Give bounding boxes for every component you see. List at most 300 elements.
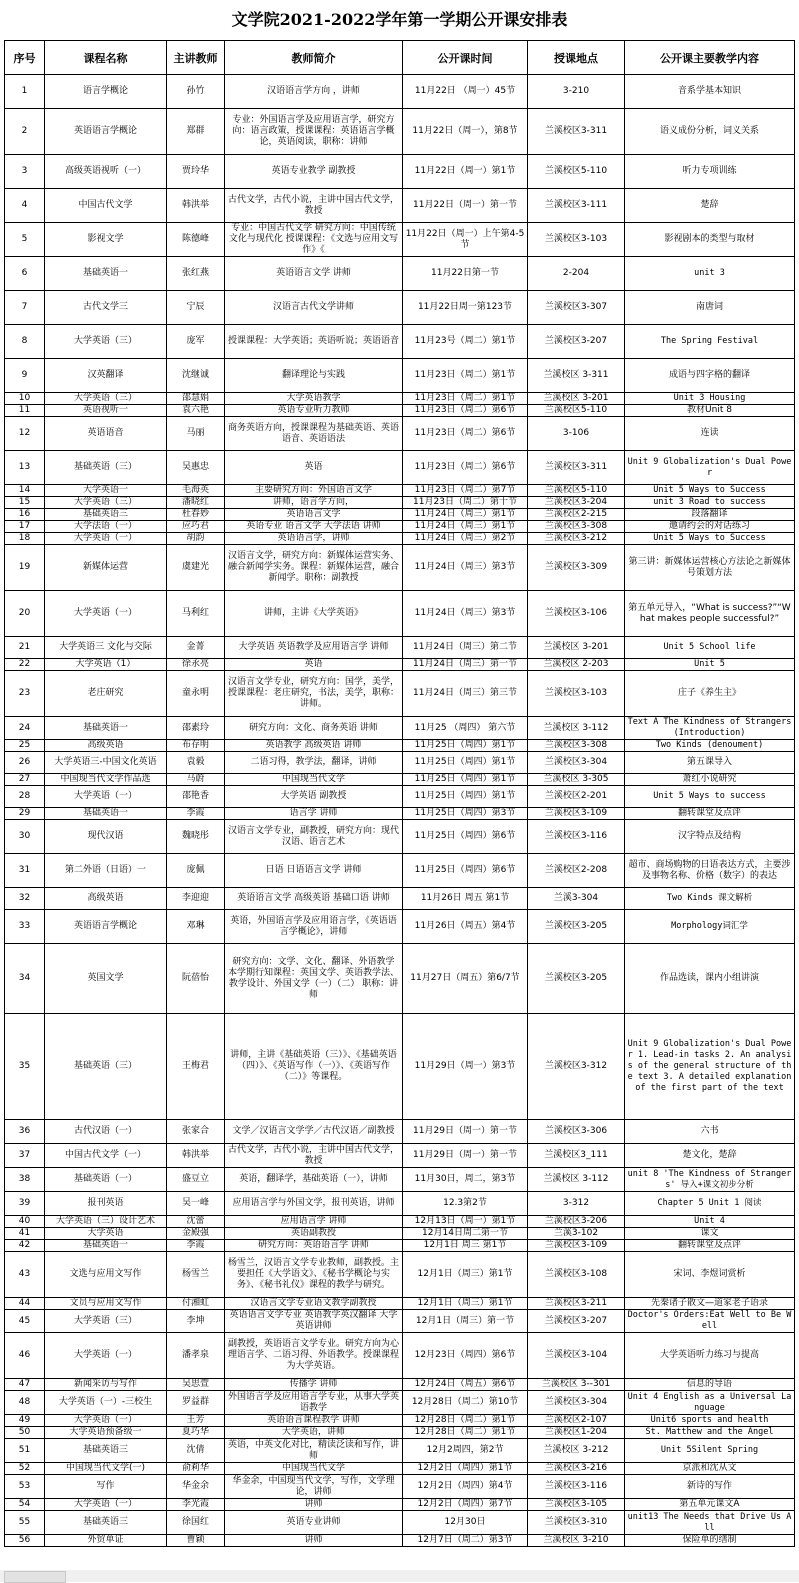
cell-index: 21 [5,637,45,659]
cell-teacher: 马蔚 [167,774,225,786]
cell-index: 7 [5,291,45,325]
cell-intro: 英语，外国语言学及应用语言学，《英语语言学概论》，讲师 [225,910,403,944]
table-row [5,155,795,189]
cell-teacher: 李光霞 [167,1499,225,1511]
cell-course: 大学法语（一） [45,521,167,533]
cell-index: 38 [5,1168,45,1192]
cell-location: 兰溪校区1-204 [528,1427,625,1439]
cell-teacher: 杜春妙 [167,509,225,521]
cell-location: 兰溪校区3-308 [528,740,625,752]
cell-location: 兰溪校区3-212 [528,533,625,545]
cell-index: 46 [5,1333,45,1379]
cell-course: 英语视听一 [45,405,167,417]
cell-teacher: 沈蕾 [167,1216,225,1228]
cell-location: 兰溪3-304 [528,888,625,910]
cell-index: 51 [5,1439,45,1463]
cell-time: 11月23日（周二）第6节 [403,405,528,417]
cell-intro: 研究方向：英语语言学 讲师 [225,1240,403,1252]
cell-index: 34 [5,944,45,1014]
cell-intro: 文学／汉语言文学学／古代汉语／副教授 [225,1120,403,1144]
cell-time: 11月24日（周三）第2节 [403,533,528,545]
cell-content: Unit 9 Globalization's Dual Power 1. Lead-in tasks 2. An analysis of the general structure of the text 3. A detailed explanation of the first part of the text [625,1014,795,1120]
cell-time: 11月24日（周三）第3节 [403,591,528,637]
cell-time: 11月22日（周一）第1节 [403,155,528,189]
cell-content: 楚辞 [625,189,795,223]
cell-content: 成语与四字格的翻译 [625,359,795,393]
cell-course: 大学英语（一） [45,786,167,808]
cell-index: 49 [5,1415,45,1427]
cell-intro: 英语，翻译学，基础英语（一），讲师 [225,1168,403,1192]
cell-course: 新媒体运营 [45,545,167,591]
cell-teacher: 应巧君 [167,521,225,533]
cell-teacher: 华金余 [167,1475,225,1499]
cell-intro: 专业：外国语言学及应用语言学，研究方向：语言政策，授课课程：英语语言学概论，英语阅读，职称：讲师 [225,109,403,155]
cell-index: 52 [5,1463,45,1475]
cell-intro: 讲师，主讲《基础英语（三）》、《基础英语（四）》、《英语写作（一）》、《英语写作（二）》等课程。 [225,1014,403,1120]
cell-course: 高级英语 [45,740,167,752]
table-row [5,774,795,786]
cell-intro: 英语语言文学 [225,509,403,521]
table-body [5,75,795,1547]
cell-time: 11月24日（周三）第一节 [403,659,528,671]
cell-teacher: 付湘虹 [167,1298,225,1310]
cell-index: 43 [5,1252,45,1298]
cell-time: 11月29日（周一）第一节 [403,1144,528,1168]
cell-intro: 英语语言文学专业 英语教学英汉翻译 大学英语讲师 [225,1310,403,1333]
cell-teacher: 胡韵 [167,533,225,545]
cell-index: 10 [5,393,45,405]
cell-intro: 中国现当代文学 [225,774,403,786]
cell-index: 24 [5,717,45,740]
cell-content: Two Kinds 课文解析 [625,888,795,910]
table-row [5,1511,795,1535]
cell-intro: 讲师，语言学方向， [225,497,403,509]
cell-teacher: 李霞 [167,1240,225,1252]
cell-content: 保险单的缮制 [625,1535,795,1547]
cell-intro: 中国现当代文学 [225,1463,403,1475]
cell-teacher: 韩洪举 [167,189,225,223]
cell-index: 22 [5,659,45,671]
cell-time: 12月2日（周四）第1节 [403,1463,528,1475]
table-row [5,671,795,717]
cell-intro: 华金余，中国现当代文学，写作，文学理论，讲师 [225,1475,403,1499]
cell-teacher: 庞佩 [167,854,225,888]
cell-intro: 汉语语言学方向 ，讲师 [225,75,403,109]
cell-intro: 大学英语教学 [225,393,403,405]
cell-index: 11 [5,405,45,417]
cell-location: 兰溪校区3-116 [528,820,625,854]
cell-course: 英语语音 [45,417,167,451]
cell-content: 语义成份分析，词义关系 [625,109,795,155]
cell-content: The Spring Festival [625,325,795,359]
cell-course: 汉英翻译 [45,359,167,393]
cell-teacher: 陈德峰 [167,223,225,257]
cell-intro: 英语专业讲师 [225,1511,403,1535]
cell-time: 11月26日 周五 第1节 [403,888,528,910]
cell-time: 11月24日（周三）第1节 [403,521,528,533]
cell-intro: 外国语言学及应用语言学专业，从事大学英语教学 [225,1391,403,1415]
cell-intro: 英语语言课程教学 讲师 [225,1415,403,1427]
cell-course: 新闻采访与写作 [45,1379,167,1391]
cell-content: 听力专项训练 [625,155,795,189]
cell-intro: 杨雪兰，汉语言文学专业教师，副教授。主要担任《大学语文》、《秘书学概论与实务》、《秘书礼仪》课程的教学与研究。 [225,1252,403,1298]
cell-time: 11月23日（周二）第十节 [403,497,528,509]
table-row [5,591,795,637]
table-row [5,405,795,417]
table-row [5,1298,795,1310]
page-title: 文学院2021-2022学年第一学期公开课安排表 [231,10,568,29]
cell-location: 兰溪校区 3-212 [528,1439,625,1463]
cell-intro: 古代文学，古代小说，主讲中国古代文学，教授 [225,1144,403,1168]
cell-location: 兰溪校区3-216 [528,1463,625,1475]
cell-time: 12.3第2节 [403,1192,528,1216]
cell-time: 12月2日（周四）第7节 [403,1499,528,1511]
table-row [5,854,795,888]
cell-index: 42 [5,1240,45,1252]
cell-teacher: 吴一峰 [167,1192,225,1216]
cell-location: 兰溪校区5-110 [528,405,625,417]
cell-course: 古代汉语（一） [45,1120,167,1144]
cell-index: 53 [5,1475,45,1499]
cell-intro: 汉语言文学专业语文教学副教授 [225,1298,403,1310]
cell-intro: 汉语言文学，研究方向：新媒体运营实务、融合新闻学实务。课程：新媒体运营，融合新闻学。职称：副教授 [225,545,403,591]
table-row [5,1228,795,1240]
cell-index: 54 [5,1499,45,1511]
cell-time: 11月23日（周二）第1节 [403,359,528,393]
table-row [5,1499,795,1511]
cell-intro: 日语 日语语言文学 讲师 [225,854,403,888]
cell-teacher: 曹颖 [167,1535,225,1547]
cell-intro: 英语 [225,451,403,485]
cell-content: 第三讲：新媒体运营核心方法论之新媒体号策划方法 [625,545,795,591]
cell-teacher: 袁六艳 [167,405,225,417]
cell-time: 11月22日 （周一）45节 [403,75,528,109]
table-header-row [5,41,795,75]
cell-index: 28 [5,786,45,808]
cell-intro: 研究方向：文学、文化、翻译、外语教学 本学期行知课程：英国文学、英语教学法、教学设计、外国文学（一）（二） 职称：讲师 [225,944,403,1014]
cell-index: 26 [5,752,45,774]
col-header-index: 序号 [5,41,45,75]
cell-course: 大学英语 [45,1228,167,1240]
cell-index: 31 [5,854,45,888]
cell-location: 兰溪校区3-206 [528,1216,625,1228]
table-row [5,1144,795,1168]
cell-index: 13 [5,451,45,485]
cell-time: 11月23号（周二）第1节 [403,325,528,359]
cell-time: 12月23日（周四）第6节 [403,1333,528,1379]
cell-location: 兰溪校区3-103 [528,223,625,257]
cell-intro: 授课课程：大学英语；英语听说；英语语音 [225,325,403,359]
cell-course: 基础英语三 [45,509,167,521]
cell-index: 19 [5,545,45,591]
cell-course: 基础英语（一） [45,1168,167,1192]
cell-content: unit13 The Needs that Drive Us All [625,1511,795,1535]
cell-intro: 英语语言文学 讲师 [225,257,403,291]
cell-content: Text A The Kindness of Strangers (Introduction) [625,717,795,740]
cell-course: 基础英语一 [45,1240,167,1252]
cell-time: 12月7日（周二）第3节 [403,1535,528,1547]
cell-course: 写作 [45,1475,167,1499]
col-header-course: 课程名称 [45,41,167,75]
cell-time: 11月29日（周一）第一节 [403,1120,528,1144]
table-row [5,1427,795,1439]
cell-location: 3-106 [528,417,625,451]
cell-time: 11月24日（周三）第3节 [403,545,528,591]
table-row [5,497,795,509]
cell-teacher: 吴惠忠 [167,451,225,485]
cell-index: 16 [5,509,45,521]
cell-content: 音系学基本知识 [625,75,795,109]
cell-content: Unit 5Silent Spring [625,1439,795,1463]
table-row [5,189,795,223]
cell-location: 兰溪校区 2-203 [528,659,625,671]
table-row [5,1310,795,1333]
cell-location: 3-210 [528,75,625,109]
cell-index: 4 [5,189,45,223]
cell-content: Unit 5 Ways to Success [625,485,795,497]
table-row [5,359,795,393]
cell-time: 12月2周四，第2节 [403,1439,528,1463]
cell-content: unit 3 [625,257,795,291]
cell-intro: 应用语言学 讲师 [225,1216,403,1228]
cell-intro: 语言学 讲师 [225,808,403,820]
cell-course: 大学英语（三） [45,393,167,405]
cell-intro: 大学英语 副教授 [225,786,403,808]
col-header-content: 公开课主要教学内容 [625,41,795,75]
cell-time: 11月22日（周一）第一节 [403,189,528,223]
cell-time: 11月22日（周一），第8节 [403,109,528,155]
cell-location: 兰溪校区3-204 [528,497,625,509]
cell-index: 15 [5,497,45,509]
cell-course: 英语语言学概论 [45,910,167,944]
schedule-table [4,40,795,1547]
cell-index: 17 [5,521,45,533]
cell-teacher: 潘孝泉 [167,1333,225,1379]
cell-location: 兰溪校区3-103 [528,671,625,717]
cell-course: 高级英语视听（一） [45,155,167,189]
cell-course: 大学英语（一） [45,1333,167,1379]
cell-time: 12月14日周二第一节 [403,1228,528,1240]
cell-time: 11月24日（周三）第二节 [403,637,528,659]
col-header-intro: 教师简介 [225,41,403,75]
cell-course: 大学英语三 文化与交际 [45,637,167,659]
cell-intro: 讲师，主讲《大学英语》 [225,591,403,637]
table-row [5,1192,795,1216]
table-row [5,659,795,671]
cell-index: 5 [5,223,45,257]
cell-content: 课文 [625,1228,795,1240]
cell-intro: 汉语言古代文学讲师 [225,291,403,325]
cell-time: 11月29日（周一）第3节 [403,1014,528,1120]
cell-location: 兰溪校区 3-112 [528,717,625,740]
cell-location: 兰溪校区3-304 [528,1391,625,1415]
cell-intro: 英语语言文学 高级英语 基础口语 讲师 [225,888,403,910]
cell-course: 大学英语（三） [45,497,167,509]
cell-time: 11月25日（周四）第6节 [403,854,528,888]
cell-intro: 英语教学 高级英语 讲师 [225,740,403,752]
cell-content: Unit 4 [625,1216,795,1228]
table-row [5,485,795,497]
cell-content: Unit 9 Globalization's Dual Power [625,451,795,485]
cell-index: 27 [5,774,45,786]
table-row [5,1168,795,1192]
cell-course: 基础英语（三） [45,451,167,485]
cell-teacher: 庞军 [167,325,225,359]
cell-location: 兰溪校区5-110 [528,485,625,497]
table-row [5,325,795,359]
cell-course: 大学英语（1） [45,659,167,671]
cell-location: 兰溪校区 3-305 [528,774,625,786]
cell-course: 大学英语（一） [45,1499,167,1511]
cell-intro: 汉语言文学专业，副教授，研究方向：现代汉语、语言艺术 [225,820,403,854]
cell-location: 兰溪校区3-310 [528,1511,625,1535]
cell-course: 外贸单证 [45,1535,167,1547]
cell-index: 35 [5,1014,45,1120]
cell-course: 基础英语一 [45,717,167,740]
cell-index: 20 [5,591,45,637]
table-row [5,509,795,521]
table-row [5,740,795,752]
cell-content: 段落翻译 [625,509,795,521]
cell-intro: 主要研究方向：外国语言文学 [225,485,403,497]
cell-teacher: 王芳 [167,1415,225,1427]
cell-content: unit 8 'The Kindness of Strangers' 导入+课文初步分析 [625,1168,795,1192]
cell-content: Unit 5 [625,659,795,671]
col-header-time: 公开课时间 [403,41,528,75]
cell-intro: 古代文学，古代小说，主讲中国古代文学，教授 [225,189,403,223]
table-row [5,1014,795,1120]
cell-teacher: 张红燕 [167,257,225,291]
cell-intro: 英语专业教学 副教授 [225,155,403,189]
cell-time: 11月22日周一第123节 [403,291,528,325]
cell-teacher: 徐国红 [167,1511,225,1535]
cell-content: Unit6 sports and health [625,1415,795,1427]
cell-course: 基础英语一 [45,808,167,820]
cell-teacher: 邵艳香 [167,786,225,808]
cell-location: 兰溪校区3-207 [528,325,625,359]
cell-location: 兰溪校区3-307 [528,291,625,325]
cell-content: 信息的导语 [625,1379,795,1391]
cell-intro: 专业：中国古代文学 研究方向：中国传统文化与现代化 授课课程：《文选与应用文写作》《 [225,223,403,257]
cell-course: 大学英语一 [45,485,167,497]
cell-location: 兰溪校区 3-112 [528,1168,625,1192]
cell-course: 大学英语（一） [45,533,167,545]
cell-time: 11月22日（周一）上午第4-5节 [403,223,528,257]
cell-teacher: 王梅君 [167,1014,225,1120]
cell-course: 文员与应用文写作 [45,1298,167,1310]
cell-course: 大学英语（一）-三校生 [45,1391,167,1415]
cell-index: 39 [5,1192,45,1216]
cell-teacher: 韩洪举 [167,1144,225,1168]
cell-teacher: 沈继诚 [167,359,225,393]
table-row [5,1475,795,1499]
cell-teacher: 阮蓓怡 [167,944,225,1014]
cell-location: 2-204 [528,257,625,291]
cell-intro: 英语专业听力教师 [225,405,403,417]
cell-intro: 应用语言学与外国文学，报刊英语，讲师 [225,1192,403,1216]
cell-index: 25 [5,740,45,752]
cell-location: 兰溪校区 3-201 [528,393,625,405]
cell-time: 11月23日（周二）第6节 [403,417,528,451]
cell-teacher: 吴思萱 [167,1379,225,1391]
cell-time: 11月24日（周三）第1节 [403,509,528,521]
cell-index: 6 [5,257,45,291]
sheet-tab[interactable] [4,1571,66,1583]
table-row [5,820,795,854]
cell-index: 8 [5,325,45,359]
cell-location: 兰溪校区3-104 [528,1333,625,1379]
cell-index: 33 [5,910,45,944]
cell-course: 大学英语（三） [45,1310,167,1333]
cell-location: 兰溪校区 3--301 [528,1379,625,1391]
cell-content: Two Kinds (denoument) [625,740,795,752]
cell-teacher: 盛豆立 [167,1168,225,1192]
cell-content: 翻转课堂及点评 [625,1240,795,1252]
cell-content: 萧红小说研究 [625,774,795,786]
cell-course: 现代汉语 [45,820,167,854]
cell-teacher: 罗益群 [167,1391,225,1415]
cell-time: 12月24日（周五）第6节 [403,1379,528,1391]
cell-intro: 大学英语 英语教学及应用语言学 讲师 [225,637,403,659]
cell-index: 29 [5,808,45,820]
col-header-teacher: 主讲教师 [167,41,225,75]
table-row [5,521,795,533]
cell-intro: 大学英语，讲师 [225,1427,403,1439]
cell-location: 兰溪校区3_111 [528,1144,625,1168]
table-row [5,888,795,910]
cell-content: 连读 [625,417,795,451]
table-row [5,910,795,944]
cell-teacher: 贾玲华 [167,155,225,189]
cell-location: 兰溪校区 3-210 [528,1535,625,1547]
sheet-tab-bar [0,1570,799,1582]
table-row [5,1120,795,1144]
cell-content: 汉字特点及结构 [625,820,795,854]
cell-location: 兰溪校区3-309 [528,545,625,591]
cell-location: 兰溪校区5-110 [528,155,625,189]
cell-content: 楚文化，楚辞 [625,1144,795,1168]
cell-teacher: 郑群 [167,109,225,155]
cell-content: 影视剧本的类型与取材 [625,223,795,257]
cell-index: 9 [5,359,45,393]
cell-course: 中国现当代文学作品选 [45,774,167,786]
cell-intro: 英语副教授 [225,1228,403,1240]
cell-time: 12月1日（周三）第1节 [403,1252,528,1298]
cell-time: 11月22日第一节 [403,257,528,291]
cell-course: 文选与应用文写作 [45,1252,167,1298]
cell-content: 第五单元导入，“What is success?”“What makes people successful?” [625,591,795,637]
cell-content: 大学英语听力练习与提高 [625,1333,795,1379]
cell-course: 中国古代文学 [45,189,167,223]
cell-index: 44 [5,1298,45,1310]
cell-teacher: 金菁 [167,637,225,659]
cell-course: 报刊英语 [45,1192,167,1216]
cell-teacher: 宁辰 [167,291,225,325]
col-header-location: 授课地点 [528,41,625,75]
cell-teacher: 孙竹 [167,75,225,109]
cell-time: 12月30日 [403,1511,528,1535]
cell-index: 18 [5,533,45,545]
table-row [5,808,795,820]
cell-location: 兰溪校区3-109 [528,808,625,820]
table-row [5,1252,795,1298]
cell-location: 兰溪校区3-311 [528,451,625,485]
cell-teacher: 沈倩 [167,1439,225,1463]
cell-location: 兰溪校区2-201 [528,786,625,808]
cell-course: 中国现当代文学(一) [45,1463,167,1475]
table-row [5,1391,795,1415]
cell-teacher: 李迎迎 [167,888,225,910]
